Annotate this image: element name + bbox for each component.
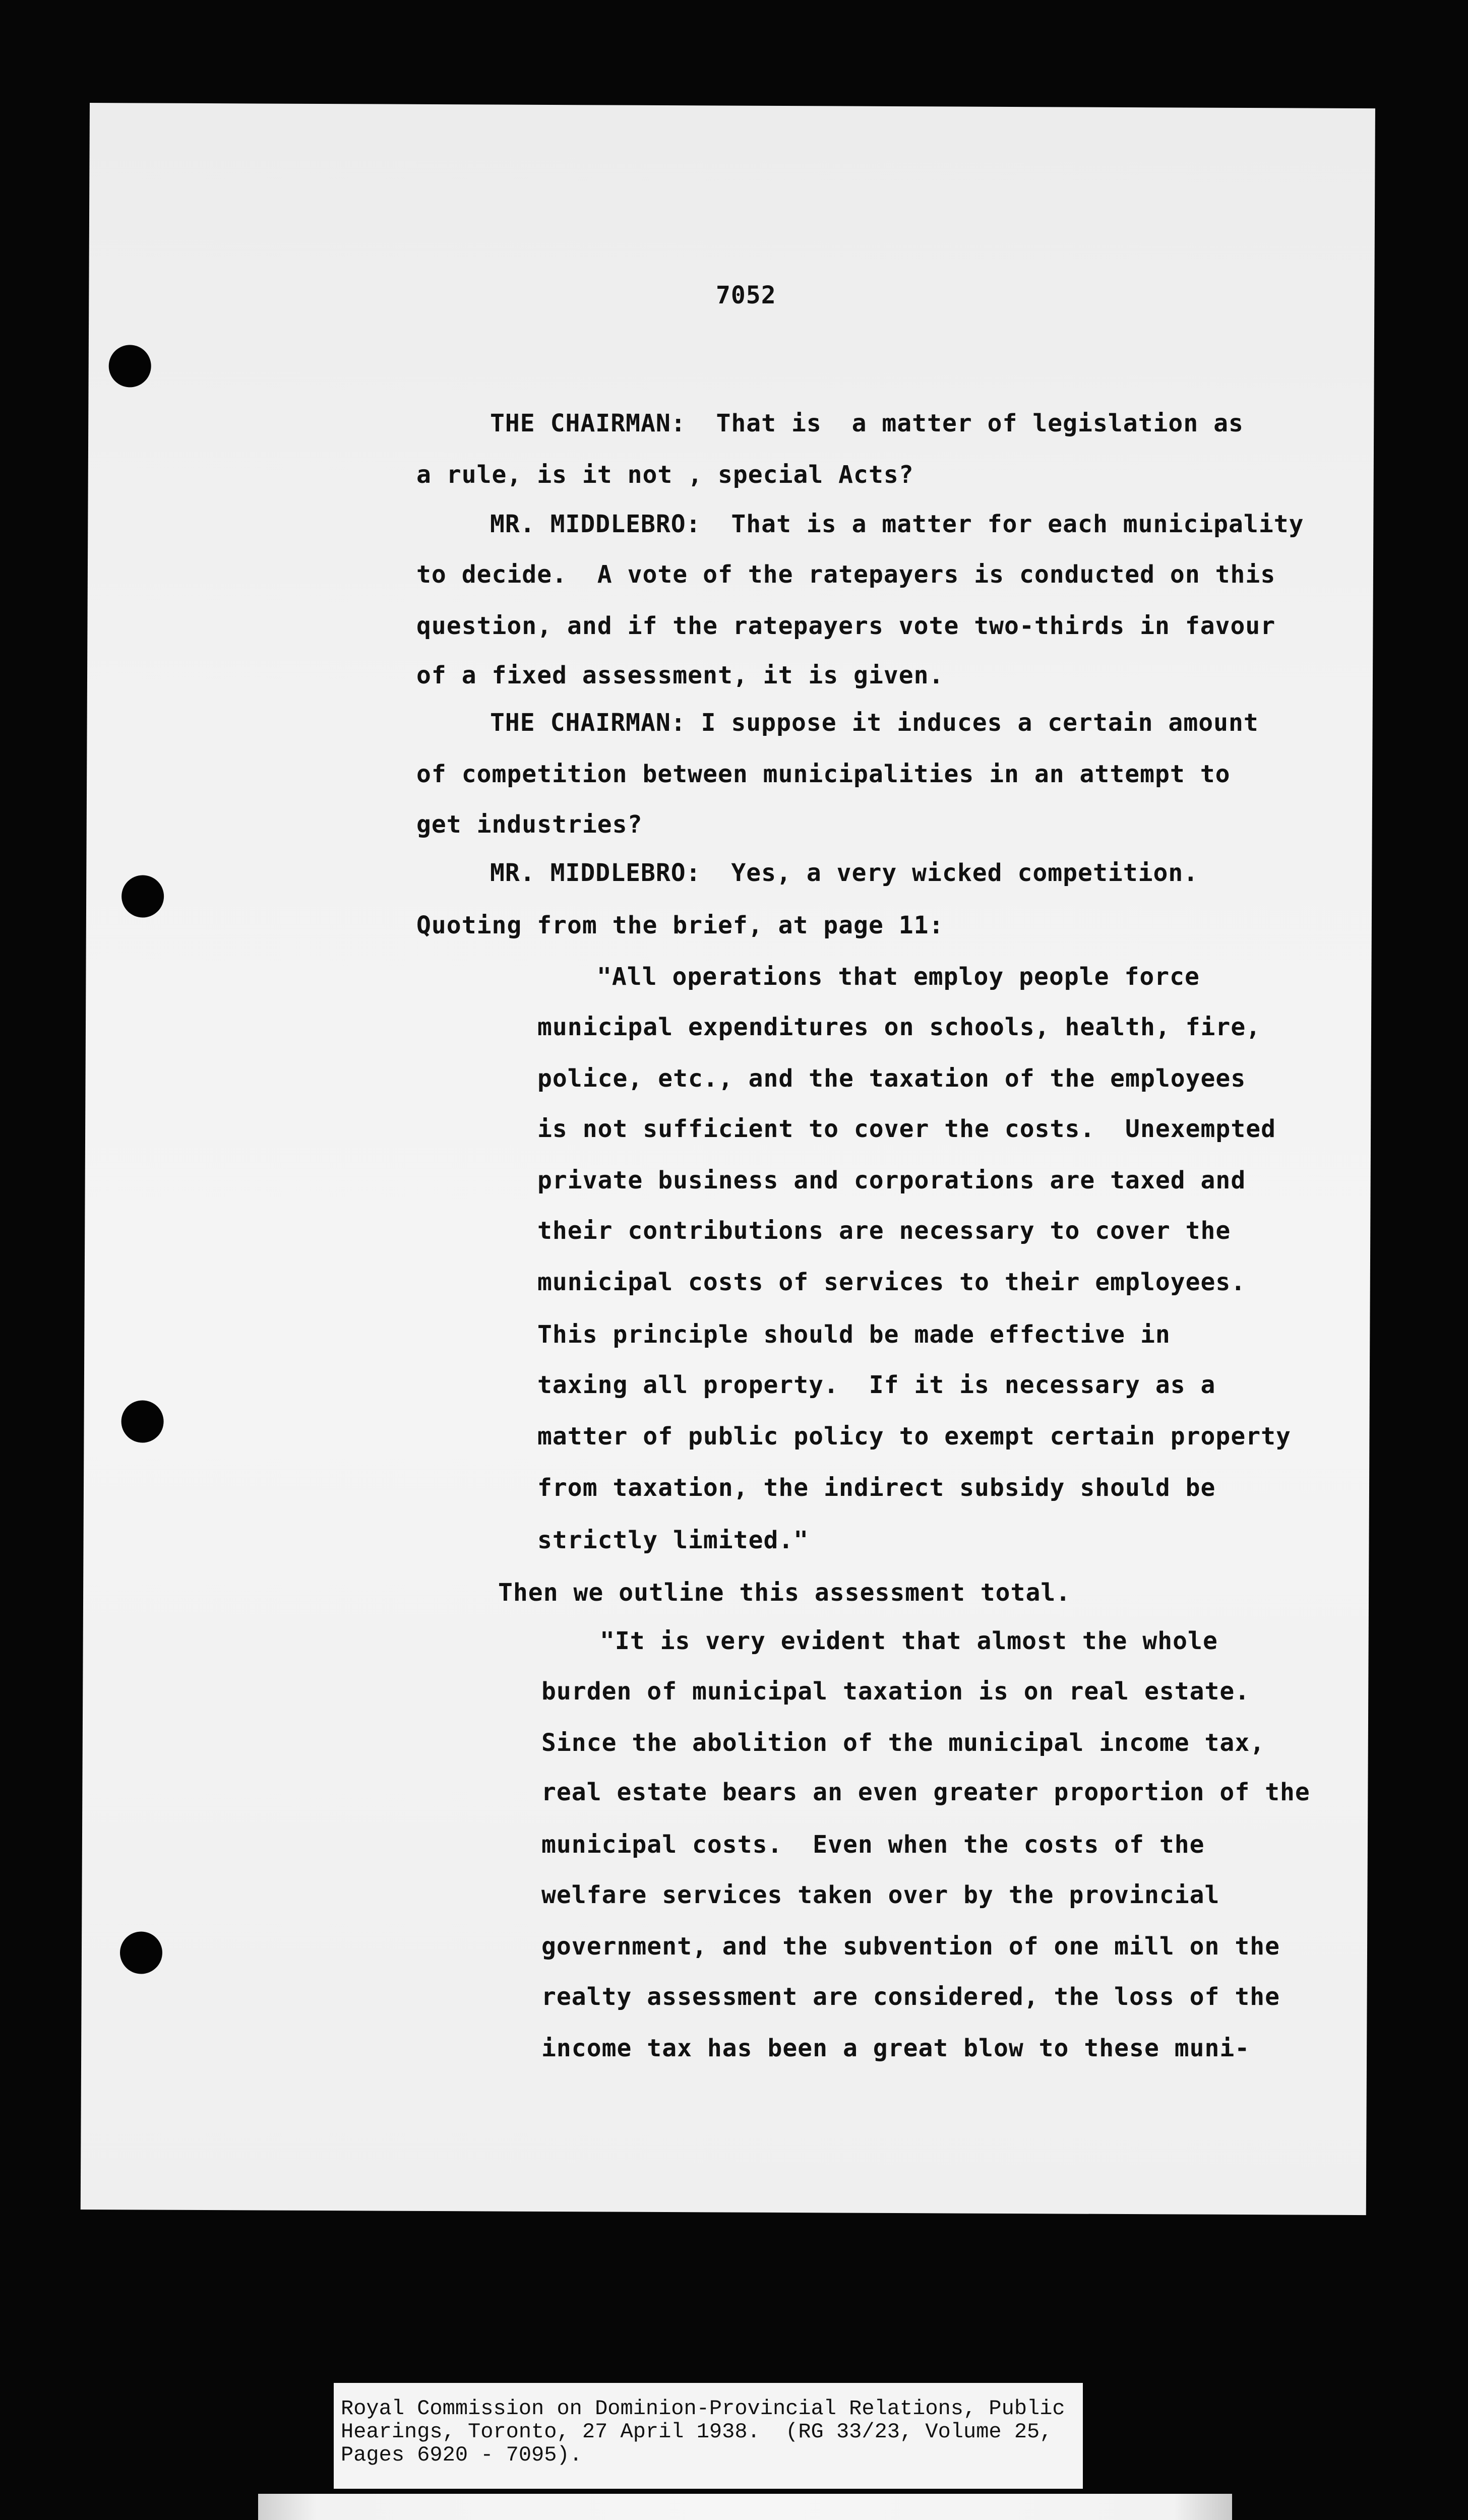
quote-line: municipal costs of services to their employees. [537, 1268, 1246, 1296]
quote-line: municipal expenditures on schools, health, fire, [537, 1013, 1261, 1041]
label-line: Hearings, Toronto, 27 April 1938. (RG 33/23, Volume 25, [341, 2420, 1053, 2444]
transcript-line: THE CHAIRMAN: That is a matter of legislation as [490, 409, 1244, 437]
quote-line: private business and corporations are taxed and [537, 1166, 1246, 1194]
quote-line: their contributions are necessary to cover the [537, 1217, 1231, 1245]
quote-line: municipal costs. Even when the costs of the [541, 1831, 1205, 1859]
quote-line: is not sufficient to cover the costs. Unexempted [537, 1115, 1276, 1143]
transcript-line: MR. MIDDLEBRO: Yes, a very wicked competition. [490, 859, 1199, 887]
transcript-line: get industries? [416, 810, 643, 839]
quote-line: Since the abolition of the municipal income tax, [541, 1729, 1265, 1757]
transcript-line: Quoting from the brief, at page 11: [416, 911, 944, 939]
transcript-line: MR. MIDDLEBRO: That is a matter for each municipality [490, 510, 1304, 538]
page-number: 7052 [716, 281, 776, 309]
transcript-line: to decide. A vote of the ratepayers is conducted on this [416, 560, 1276, 589]
quote-line: realty assessment are considered, the loss of the [541, 1983, 1280, 2011]
quote-line: income tax has been a great blow to these muni- [541, 2034, 1250, 2062]
quote-line: government, and the subvention of one mill on the [541, 1932, 1280, 1961]
quote-line: taxing all property. If it is necessary as a [537, 1371, 1216, 1399]
label-line: Royal Commission on Dominion-Provincial Relations, Public [341, 2397, 1065, 2421]
quote-line: welfare services taken over by the provincial [541, 1881, 1220, 1909]
label-line: Pages 6920 - 7095). [341, 2443, 582, 2467]
transcript-line: question, and if the ratepayers vote two-thirds in favour [416, 612, 1276, 640]
quote-line: from taxation, the indirect subsidy should be [537, 1474, 1216, 1502]
archive-reference-label [334, 2383, 1083, 2489]
transcript-line: of competition between municipalities in an attempt to [416, 760, 1231, 788]
transcript-line: a rule, is it not , special Acts? [416, 461, 914, 489]
quote-line: "All operations that employ people force [597, 963, 1200, 991]
transcript-line: of a fixed assessment, it is given. [416, 661, 944, 689]
transcript-line: THE CHAIRMAN: I suppose it induces a certain amount [490, 709, 1259, 737]
quote-line: burden of municipal taxation is on real estate. [541, 1677, 1250, 1706]
quote-line: "It is very evident that almost the whole [600, 1627, 1218, 1655]
public-archives-stamp [258, 2494, 1232, 2520]
transition-line: Then we outline this assessment total. [498, 1579, 1071, 1607]
quote-line: strictly limited." [537, 1526, 809, 1554]
quote-line: real estate bears an even greater proportion of the [541, 1778, 1310, 1806]
quote-line: matter of public policy to exempt certain property [537, 1422, 1291, 1451]
quote-line: This principle should be made effective in [537, 1320, 1171, 1349]
quote-line: police, etc., and the taxation of the employees [537, 1064, 1246, 1093]
